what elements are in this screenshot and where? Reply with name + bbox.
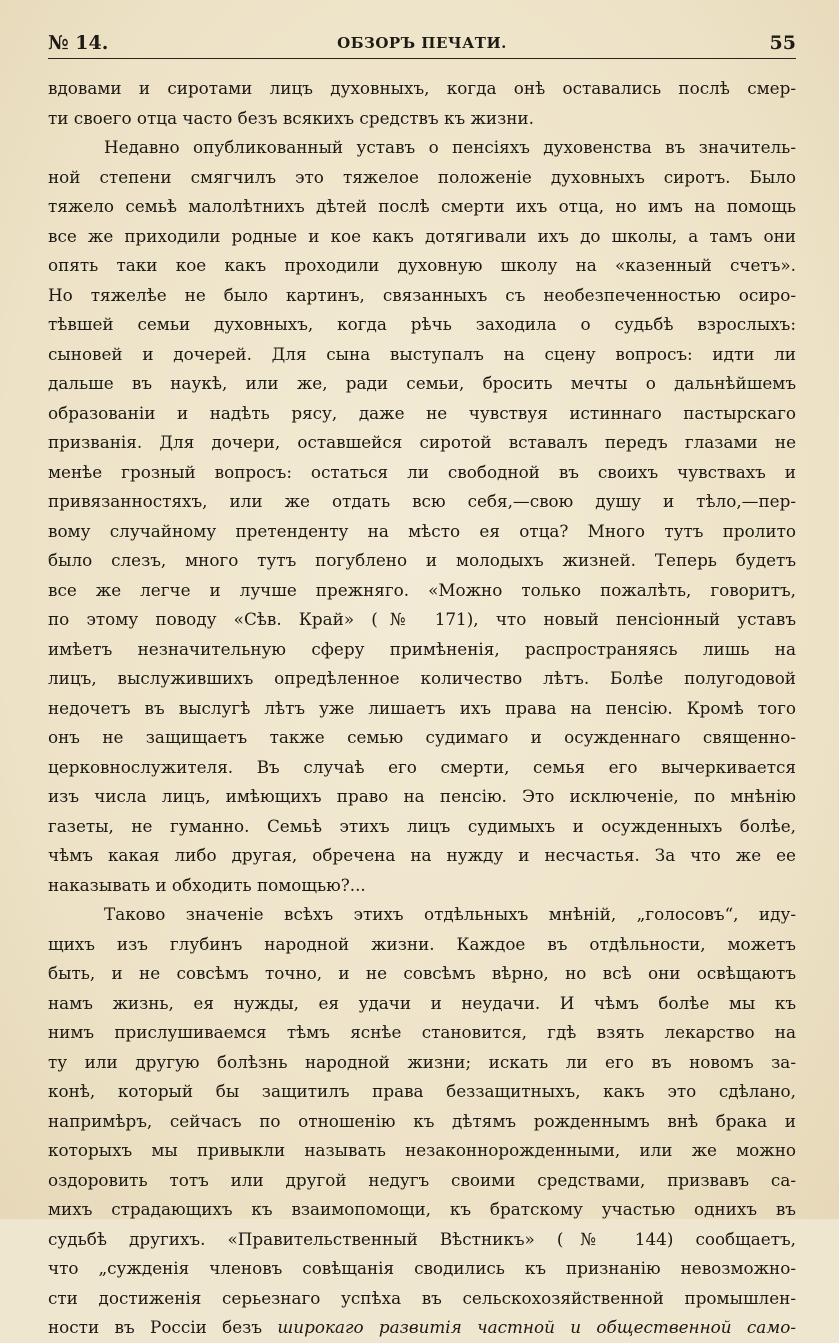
text-line: ной степени смягчилъ это тяжелое положеніе духовныхъ сиротъ. Было <box>48 166 796 187</box>
text-line: опять таки кое какъ проходили духовную школу на «казенный счетъ». <box>48 255 796 275</box>
final-line-plain: ности въ Россіи безъ <box>48 1317 278 1337</box>
article-body <box>48 74 796 1343</box>
text-line: михъ страдающихъ къ взаимопомощи, къ братскому участью однихъ въ <box>48 1199 796 1219</box>
page-header <box>48 30 796 59</box>
text-line: было слезъ, много тутъ погублено и молодыхъ жизней. Теперь будетъ <box>48 550 796 570</box>
text-line: все же легче и лучше прежняго. «Можно только пожалѣть, говоритъ, <box>48 579 796 600</box>
text-line: менѣе грозный вопросъ: остаться ли свободной въ своихъ чувствахъ и <box>48 461 796 482</box>
text-line: намъ жизнь, ея нужды, ея удачи и неудачи. И чѣмъ болѣе мы къ <box>48 992 796 1013</box>
page-number: 55 <box>769 32 796 54</box>
final-line-italic: широкаго развитія частной и общественной само- <box>277 1317 796 1337</box>
text-line: призванія. Для дочери, оставшейся сиротой вставалъ передъ глазами не <box>48 432 796 452</box>
text-line: Таково значеніе всѣхъ этихъ отдѣльныхъ мнѣній, „голосовъ“, иду- <box>104 904 796 924</box>
text-line: наказывать и обходить помощью?... <box>48 874 366 895</box>
section-title: ОБЗОРЪ ПЕЧАТИ. <box>337 34 507 52</box>
text-line: которыхъ мы привыкли называть незаконнорожденными, или же можно <box>48 1140 796 1160</box>
text-line: ти своего отца часто безъ всякихъ средствъ къ жизни. <box>48 107 534 128</box>
text-line: Но тяжелѣе не было картинъ, связанныхъ съ необезпеченностью осиро- <box>48 284 796 305</box>
text-line: изъ числа лицъ, имѣющихъ право на пенсію. Это исключеніе, по мнѣнію <box>48 786 796 806</box>
issue-number: № 14. <box>48 32 109 54</box>
text-line: тяжело семьѣ малолѣтнихъ дѣтей послѣ смерти ихъ отца, но имъ на помощь <box>48 196 796 216</box>
text-line: что „сужденія членовъ совѣщанія сводились къ признанію невозможно- <box>48 1258 796 1278</box>
text-line: по этому поводу «Сѣв. Край» (№ 171), что новый пенсіонный уставъ <box>48 609 796 629</box>
text-line: газеты, не гуманно. Семьѣ этихъ лицъ судимыхъ и осужденныхъ болѣе, <box>48 815 796 836</box>
text-line: вому случайному претенденту на мѣсто ея отца? Много тутъ пролито <box>48 520 796 541</box>
text-line: привязанностяхъ, или же отдать всю себя,—свою душу и тѣло,—пер- <box>48 491 796 511</box>
text-line: сти достиженія серьезнаго успѣха въ сельскохозяйственной промышлен- <box>48 1287 796 1308</box>
text-line: все же приходили родные и кое какъ дотягивали ихъ до школы, а тамъ они <box>48 225 796 246</box>
text-line: вдовами и сиротами лицъ духовныхъ, когда онѣ оставались послѣ смер- <box>48 78 796 98</box>
text-line: церковнослужителя. Въ случаѣ его смерти, семья его вычеркивается <box>48 756 796 777</box>
text-line: конѣ, который бы защитилъ права беззащитныхъ, какъ это сдѣлано, <box>48 1081 796 1101</box>
text-line: сыновей и дочерей. Для сына выступалъ на сцену вопросъ: идти ли <box>48 343 796 364</box>
text-line: напримѣръ, сейчасъ по отношенію къ дѣтямъ рожденнымъ внѣ брака и <box>48 1110 796 1131</box>
text-line: тѣвшей семьи духовныхъ, когда рѣчь заходила о судьбѣ взрослыхъ: <box>48 314 796 334</box>
text-line: онъ не защищаетъ также семью судимаго и осужденнаго священно- <box>48 727 796 747</box>
text-line-final <box>48 1313 796 1343</box>
text-line: имѣетъ незначительную сферу примѣненія, распространяясь лишь на <box>48 638 796 659</box>
text-line: дальше въ наукѣ, или же, ради семьи, бросить мечты о дальнѣйшемъ <box>48 373 796 393</box>
text-line: быть, и не совсѣмъ точно, и не совсѣмъ вѣрно, но всѣ они освѣщаютъ <box>48 963 796 983</box>
text-line: недочетъ въ выслугѣ лѣтъ уже лишаетъ ихъ права на пенсію. Кромѣ того <box>48 697 796 718</box>
text-line: щихъ изъ глубинъ народной жизни. Каждое въ отдѣльности, можетъ <box>48 933 796 954</box>
text-line: нимъ прислушиваемся тѣмъ яснѣе становится, гдѣ взять лекарство на <box>48 1022 796 1042</box>
text-line: ту или другую болѣзнь народной жизни; искать ли его въ новомъ за- <box>48 1051 796 1072</box>
text-line: Недавно опубликованный уставъ о пенсіяхъ духовенства въ значитель- <box>104 137 796 157</box>
text-line: лицъ, выслужившихъ опредѣленное количество лѣтъ. Болѣе полугодовой <box>48 668 796 688</box>
text-line: образованіи и надѣть рясу, даже не чувствуя истиннаго пастырскаго <box>48 402 796 423</box>
text-line: чѣмъ какая либо другая, обречена на нужду и несчастья. За что же ее <box>48 845 796 865</box>
text-line: оздоровить тотъ или другой недугъ своими средствами, призвавъ са- <box>48 1169 796 1190</box>
text-line: судьбѣ другихъ. «Правительственный Вѣстникъ» (№ 144) сообщаетъ, <box>48 1228 796 1249</box>
